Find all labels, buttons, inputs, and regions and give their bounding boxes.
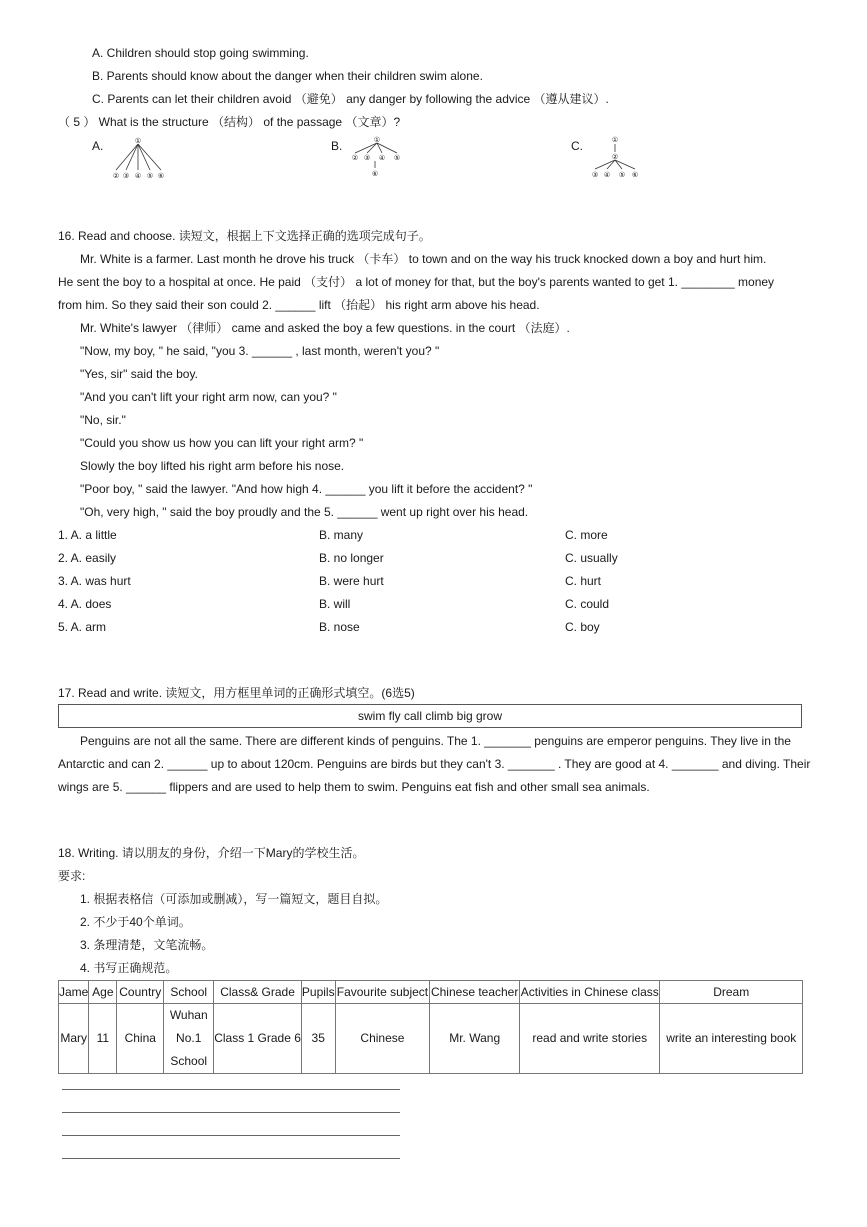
svg-text:①: ①: [134, 137, 142, 145]
svg-text:⑤: ⑤: [393, 154, 401, 162]
info-table: [58, 980, 803, 1074]
q17-line: Penguins are not all the same. There are different kinds of penguins. The 1. _______ penguins are emperor penguins. They live in the: [80, 734, 791, 748]
svg-text:①: ①: [611, 136, 619, 144]
structure-label-a: A.: [92, 139, 104, 153]
choice-b: B. were hurt: [319, 574, 384, 588]
svg-text:②: ②: [112, 172, 120, 180]
choice-b: B. nose: [319, 620, 360, 634]
writing-line[interactable]: [62, 1135, 400, 1136]
choice-b: B. no longer: [319, 551, 384, 565]
choice-c: C. more: [565, 528, 608, 542]
table-header-cell: Dream: [660, 981, 803, 1004]
option-b: B. Parents should know about the danger when their children swim alone.: [92, 69, 483, 83]
table-header-cell: Class& Grade: [214, 981, 302, 1004]
structure-diagram-a: [105, 132, 175, 182]
q16-title: 16. Read and choose. 读短文，根据上下文选择正确的选项完成句子。: [58, 229, 431, 243]
writing-line[interactable]: [62, 1112, 400, 1113]
q16-line: from him. So they said their son could 2. ______ lift （抬起） his right arm above his head.: [58, 298, 540, 312]
q16-line: "Could you show us how you can lift your right arm? ": [80, 436, 364, 450]
table-header-cell: Chinese teacher: [430, 981, 520, 1004]
q16-line: "Oh, very high, " said the boy proudly and the 5. ______ went up right over his head.: [80, 505, 529, 519]
table-cell: write an interesting book: [660, 1004, 803, 1074]
table-header-cell: Country: [117, 981, 164, 1004]
q16-line: "Now, my boy, " he said, "you 3. ______ , last month, weren't you? ": [80, 344, 440, 358]
table-header-cell: Favourite subject: [335, 981, 430, 1004]
table-cell: read and write stories: [520, 1004, 660, 1074]
q16-line: Slowly the boy lifted his right arm before his nose.: [80, 459, 345, 473]
structure-label-c: C.: [571, 139, 583, 153]
svg-text:③: ③: [122, 172, 130, 180]
q16-line: "And you can't lift your right arm now, can you? ": [80, 390, 337, 404]
table-header-row: [59, 981, 803, 1004]
q16-line: He sent the boy to a hospital at once. He paid （支付） a lot of money for that, but the boy's parents wanted to get 1. ________ money: [58, 275, 775, 289]
structure-label-b: B.: [331, 139, 343, 153]
q16-line: Mr. White's lawyer （律师） came and asked the boy a few questions. in the court （法庭）.: [80, 321, 570, 335]
svg-text:④: ④: [603, 171, 611, 179]
choice-b: B. will: [319, 597, 351, 611]
writing-line[interactable]: [62, 1158, 400, 1159]
table-header-cell: Age: [89, 981, 117, 1004]
requirement-item: 3. 条理清楚，文笔流畅。: [80, 938, 214, 952]
table-cell: Mary: [59, 1004, 89, 1074]
table-header-cell: Activities in Chinese class: [520, 981, 660, 1004]
requirement-item: 4. 书写正确规范。: [80, 961, 178, 975]
q18-title: 18. Writing. 请以朋友的身份，介绍一下Mary的学校生活。: [58, 846, 365, 860]
table-cell: Chinese: [335, 1004, 430, 1074]
choice-b: B. many: [319, 528, 364, 542]
writing-line[interactable]: [62, 1089, 400, 1090]
q16-line: "Poor boy, " said the lawyer. "And how high 4. ______ you lift it before the accident? ": [80, 482, 533, 496]
table-header-cell: School: [164, 981, 214, 1004]
q17-line: wings are 5. ______ flippers and are used to help them to swim. Penguins eat fish and other small sea animals.: [58, 780, 650, 794]
choice-a: 3. A. was hurt: [58, 574, 131, 588]
svg-text:⑥: ⑥: [157, 172, 165, 180]
svg-text:①: ①: [373, 136, 381, 144]
table-cell: 35: [301, 1004, 335, 1074]
svg-text:⑤: ⑤: [146, 172, 154, 180]
requirement-item: 2. 不少于40个单词。: [80, 915, 191, 929]
option-a: A. Children should stop going swimming.: [92, 46, 309, 60]
table-cell: China: [117, 1004, 164, 1074]
table-cell: Class 1 Grade 6: [214, 1004, 302, 1074]
q16-line: "Yes, sir" said the boy.: [80, 367, 198, 381]
q16-line: "No, sir.": [80, 413, 126, 427]
structure-diagram-c: [585, 132, 645, 182]
q17-line: Antarctic and can 2. ______ up to about 120cm. Penguins are birds but they can't 3. _______ . They are good at 4. _______ and diving. Their: [58, 757, 811, 771]
svg-text:②: ②: [351, 154, 359, 162]
q16-line: Mr. White is a farmer. Last month he drove his truck （卡车） to town and on the way his truck knocked down a boy and hurt him.: [80, 252, 767, 266]
svg-text:③: ③: [591, 171, 599, 179]
question-5: （ 5 ） What is the structure （结构） of the passage （文章）?: [58, 115, 401, 129]
choice-a: 2. A. easily: [58, 551, 117, 565]
choice-a: 5. A. arm: [58, 620, 107, 634]
svg-text:⑥: ⑥: [631, 171, 639, 179]
requirement-item: 1. 根据表格信（可添加或删减），写一篇短文，题目自拟。: [80, 892, 388, 906]
svg-text:⑤: ⑤: [618, 171, 626, 179]
table-header-cell: Jame: [59, 981, 89, 1004]
svg-text:④: ④: [378, 154, 386, 162]
table-cell: 11: [89, 1004, 117, 1074]
svg-text:②: ②: [611, 153, 619, 161]
choice-c: C. could: [565, 597, 610, 611]
structure-diagram-b: [345, 132, 405, 182]
svg-text:③: ③: [363, 154, 371, 162]
choice-a: 1. A. a little: [58, 528, 117, 542]
choice-c: C. usually: [565, 551, 618, 565]
choice-a: 4. A. does: [58, 597, 112, 611]
table-row: [59, 1004, 803, 1074]
option-c: C. Parents can let their children avoid （避免） any danger by following the advice （遵从建议）.: [92, 92, 609, 106]
word-box: swim fly call climb big grow: [58, 704, 802, 728]
q17-title: 17. Read and write. 读短文，用方框里单词的正确形式填空。(6选5): [58, 686, 415, 700]
table-header-cell: Pupils: [301, 981, 335, 1004]
choice-c: C. boy: [565, 620, 600, 634]
svg-text:④: ④: [134, 172, 142, 180]
svg-text:⑥: ⑥: [371, 170, 379, 178]
table-cell: Mr. Wang: [430, 1004, 520, 1074]
table-cell: Wuhan No.1 School: [164, 1004, 214, 1074]
requirements-label: 要求:: [58, 869, 86, 883]
choice-c: C. hurt: [565, 574, 602, 588]
